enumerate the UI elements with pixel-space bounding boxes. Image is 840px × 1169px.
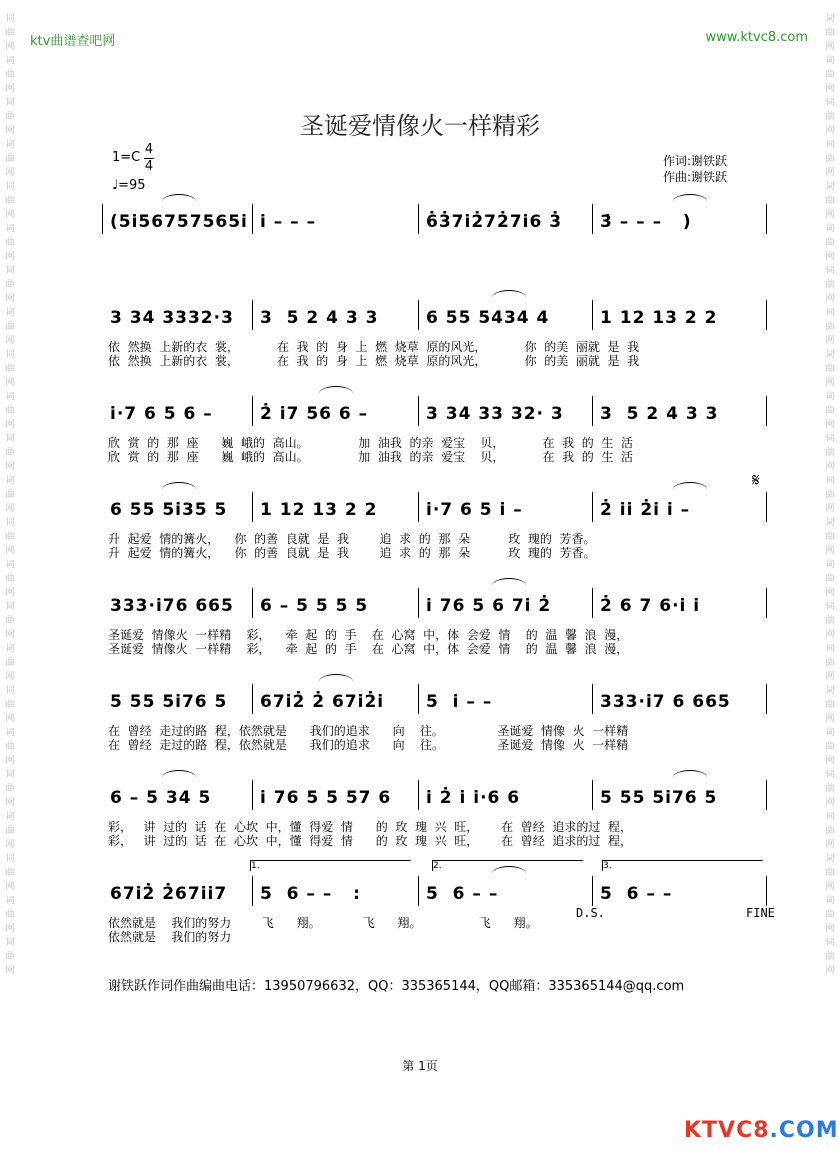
barline: [592, 780, 593, 810]
measure: 6 – 5 5 5 5: [260, 596, 369, 616]
slur: [162, 482, 196, 497]
song-title: 圣诞爱情像火一样精彩: [300, 112, 540, 140]
measure: 1 12 13 2 2: [260, 500, 378, 520]
lyric-line: 依然就是 我们的努力 飞 翔。 飞 翔。 飞 翔。: [108, 916, 538, 930]
barline: [418, 684, 419, 714]
measure: 67i̇2̇ 2̇67i̇i̇7: [110, 884, 228, 904]
barline: [766, 876, 767, 906]
time-top: 4: [144, 142, 154, 157]
score-row: [102, 296, 766, 336]
slur: [319, 674, 353, 689]
lyric-line: 依 然换 上新的衣 裳， 在 我 的 身 上 燃 烧草 原的风光， 你 的美 丽就 是 我: [108, 340, 640, 354]
slur: [162, 770, 196, 785]
page-number: 第 1页: [402, 1059, 438, 1073]
score-row: [102, 776, 766, 816]
measure: 5 55 5i̇76 5: [600, 788, 718, 808]
slur: [492, 290, 526, 305]
barline: [252, 300, 253, 330]
measure: i̇ – – –: [260, 212, 317, 232]
lyric-line: 升 起爱 情的篝火， 你 的善 良就 是 我 追 求 的 那 朵 玫 瑰的 芳香。: [108, 532, 596, 546]
ktvc8-logo: [684, 1118, 839, 1143]
barline: [592, 588, 593, 618]
measure: 2̇ 6 7 6·i̇ i̇: [600, 596, 701, 616]
measure: 6 55 5434 4: [426, 308, 550, 328]
time-signature: [144, 142, 154, 175]
tempo: [112, 178, 146, 193]
measure: 1 12 13 2 2: [600, 308, 718, 328]
measure: i̇ 2̇ i̇ i̇·6 6: [426, 788, 521, 808]
volta-1: 1.: [250, 860, 411, 871]
tempo-value: =95: [118, 178, 146, 193]
volta-3: 3.: [602, 860, 763, 871]
key-signature: 1=C: [112, 150, 141, 165]
measure: i̇ 76 5 5 57 6: [260, 788, 392, 808]
ds-mark: D.S.: [576, 906, 605, 920]
measure: 333·i̇7 6 665: [600, 692, 731, 712]
lyric-line: 依然就是 我们的努力: [108, 930, 232, 944]
measure: i̇ 76 5 6 7i̇ 2̇: [426, 596, 552, 616]
measure: 3̇ – – – ): [600, 212, 692, 232]
barline: [418, 300, 419, 330]
barline: [766, 684, 767, 714]
lyricist: 作词:谢铁跃: [663, 154, 728, 168]
barline: [252, 588, 253, 618]
barline: [418, 492, 419, 522]
barline: [102, 204, 103, 234]
contact-info: 谢铁跃作词作曲编曲电话：13950796632，QQ：335365144，QQ邮箱：335365144@qq.com: [108, 979, 685, 994]
barline: [252, 396, 253, 426]
slur: [673, 194, 707, 209]
measure: 6 – 5 34 5: [110, 788, 212, 808]
logo-part-b: .COM: [769, 1118, 839, 1143]
slur: [319, 386, 353, 401]
barline: [766, 492, 767, 522]
lyric-line: 依 然换 上新的衣 裳， 在 我 的 身 上 燃 烧草 原的风光， 你 的美 丽就 是 我: [108, 354, 640, 368]
site-name[interactable]: ktv曲谱查吧网: [30, 34, 116, 49]
watermark-left: 词曲网词曲网词曲网词曲网词曲网词曲网词曲网词曲网词曲网词曲网词曲网词曲网词曲网词曲网词曲网词曲网词曲网词曲网词曲网词曲网词曲网词曲网词曲网: [5, 14, 15, 976]
barline: [592, 396, 593, 426]
score-row: [102, 392, 766, 432]
composer: 作曲:谢铁跃: [663, 170, 728, 184]
watermark-right: 词曲网词曲网词曲网词曲网词曲网词曲网词曲网词曲网词曲网词曲网词曲网词曲网词曲网词曲网词曲网词曲网词曲网词曲网词曲网词曲网词曲网词曲网词曲网: [825, 14, 835, 976]
lyric-line: 升 起爱 情的篝火， 你 的善 良就 是 我 追 求 的 那 朵 玫 瑰的 芳香。: [108, 546, 596, 560]
lyric-line: 彩， 讲 过的 话 在 心坎 中，懂 得爱 情 的 玫 瑰 兴 旺， 在 曾经 追求的过 程，: [108, 820, 633, 834]
barline: [592, 876, 593, 906]
site-url[interactable]: www.ktvc8.com: [705, 30, 808, 45]
score-row: [102, 200, 766, 240]
barline: [418, 780, 419, 810]
measure: i̇·7 6 5 6 –: [110, 404, 213, 424]
barline: [418, 588, 419, 618]
measure: 6̇3̇7i̇2̇72̇7i̇6 3̇: [426, 212, 563, 232]
barline: [418, 876, 419, 906]
barline: [592, 492, 593, 522]
barline: [766, 780, 767, 810]
barline: [766, 588, 767, 618]
score-row: [102, 872, 766, 912]
score-row: [102, 680, 766, 720]
time-bottom: 4: [144, 159, 154, 174]
measure: 6 55 5i̇35 5: [110, 500, 228, 520]
measure: 3 34 33 32· 3: [426, 404, 564, 424]
measure: 2̇ i̇7 56 6 –: [260, 404, 369, 424]
lyric-line: 欣 赏 的 那 座 巍 峨的 高山。 加 油我 的亲 爱宝 贝， 在 我 的 生 活: [108, 436, 634, 450]
measure: 5 6 – –: [426, 884, 499, 904]
score-row: [102, 488, 766, 528]
logo-part-a: KTVC8: [684, 1118, 770, 1143]
volta-2: 2.: [432, 860, 583, 871]
barline: [418, 396, 419, 426]
lyric-line: 在 曾经 走过的路 程，依然就是 我们的追求 向 往。 圣诞爱 情像 火 一样精: [108, 724, 629, 738]
measure: 5 6 – –: [600, 884, 673, 904]
barline: [592, 204, 593, 234]
barline: [766, 396, 767, 426]
barline: [252, 684, 253, 714]
lyric-line: 彩， 讲 过的 话 在 心坎 中，懂 得爱 情 的 玫 瑰 兴 旺， 在 曾经 追求的过 程，: [108, 834, 633, 848]
measure: 3 5 2 4 3 3: [260, 308, 379, 328]
barline: [252, 876, 253, 906]
quarter-note-icon: ♩: [112, 178, 119, 193]
measure: 3 34 3332·3: [110, 308, 234, 328]
lyric-line: 在 曾经 走过的路 程，依然就是 我们的追求 向 往。 圣诞爱 情像 火 一样精: [108, 738, 629, 752]
measure: 3 5 2 4 3 3: [600, 404, 719, 424]
measure: 2̇ i̇i̇ 2̇i̇ i̇ –: [600, 500, 691, 520]
lyric-line: 圣诞爱 情像火 一样精 彩， 牵 起 的 手 在 心窝 中，体 会爱 情 的 温 馨 浪 漫，: [108, 628, 629, 642]
slur: [673, 482, 707, 497]
segno-icon: 𝄋: [752, 470, 760, 491]
score-row: [102, 584, 766, 624]
barline: [592, 684, 593, 714]
lyric-line: 圣诞爱 情像火 一样精 彩， 牵 起 的 手 在 心窝 中，体 会爱 情 的 温 馨 浪 漫，: [108, 642, 629, 656]
slur: [673, 770, 707, 785]
lyric-line: 欣 赏 的 那 座 巍 峨的 高山。 加 油我 的亲 爱宝 贝， 在 我 的 生 活: [108, 450, 634, 464]
slur: [492, 578, 526, 593]
barline: [252, 204, 253, 234]
measure: (5i̇56757565i̇: [110, 212, 248, 232]
barline: [766, 204, 767, 234]
barline: [252, 780, 253, 810]
barline: [252, 492, 253, 522]
slur: [162, 194, 196, 209]
measure: 333·i̇76 665: [110, 596, 234, 616]
measure: i̇·7 6 5 i̇ –: [426, 500, 523, 520]
measure: 5 i̇ – –: [426, 692, 493, 712]
barline: [592, 300, 593, 330]
barline: [418, 204, 419, 234]
fine-mark: FINE: [746, 906, 775, 920]
measure: 5 6 – – :: [260, 884, 361, 904]
measure: 67i̇2̇ 2̇ 67i̇2̇i̇: [260, 692, 385, 712]
barline: [766, 300, 767, 330]
measure: 5 55 5i̇76 5: [110, 692, 228, 712]
